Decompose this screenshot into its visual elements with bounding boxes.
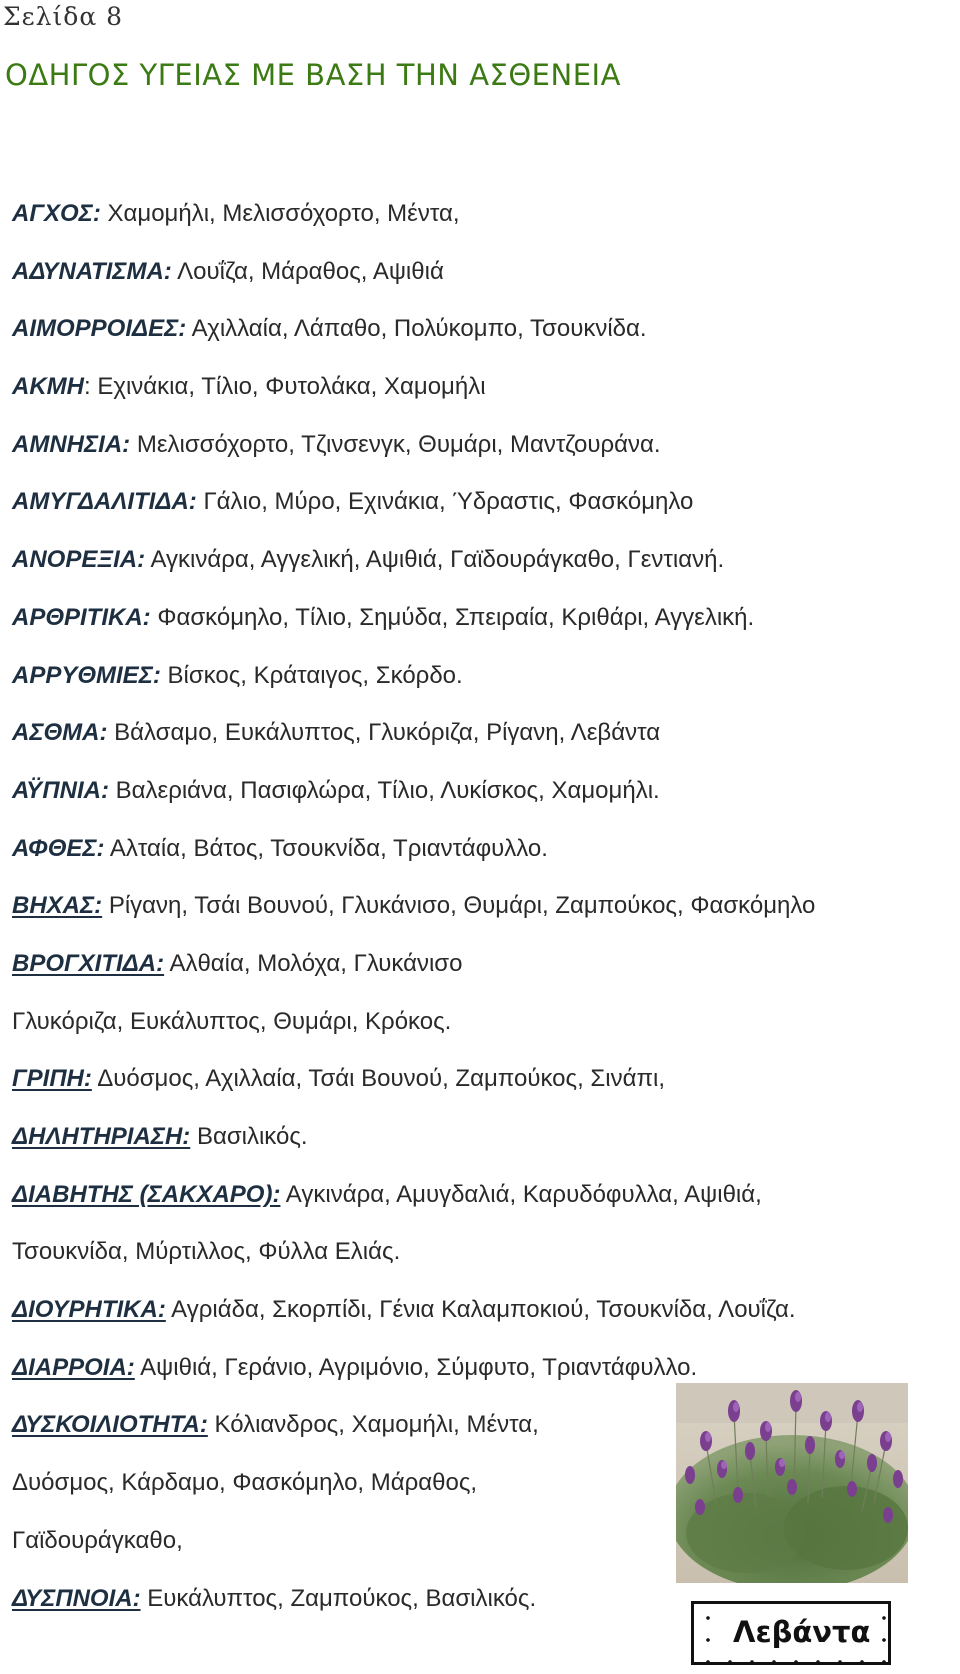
caption-text: Λεβάντα xyxy=(728,1613,875,1651)
page-title: ΟΔΗΓΟΣ ΥΓΕΙΑΣ ΜΕ ΒΑΣΗ ΤΗΝ ΑΣΘΕΝΕΙΑ xyxy=(5,58,621,92)
ailment-term: ΑΓΧΟΣ: xyxy=(12,200,101,227)
lavender-plant-image xyxy=(676,1383,908,1583)
ailment-term: ΑΦΘΕΣ: xyxy=(12,834,105,862)
ailment-term: ΑΡΘΡΙΤΙΚΑ: xyxy=(12,603,151,631)
ailment-term: ΑΚΜΗ xyxy=(12,373,84,401)
herb-list: Αλταία, Βάτος, Τσουκνίδα, Τριαντάφυλλο. xyxy=(104,834,548,862)
ailment-term: ΑΣΘΜΑ: xyxy=(12,719,108,747)
ailment-term: ΑΫΠΝΙΑ: xyxy=(12,776,109,804)
list-item xyxy=(12,300,956,358)
herb-list: Βαλεριάνα, Πασιφλώρα, Τίλιο, Λυκίσκος, Χαμομήλι. xyxy=(108,776,660,804)
list-item xyxy=(12,647,956,705)
herb-list: Δυόσμος, Αχιλλαία, Τσάι Βουνού, Ζαμπούκος, Σινάπι, xyxy=(91,1065,666,1093)
ailment-term: ΑΜΥΓΔΑΛΙΤΙΔΑ: xyxy=(12,488,197,516)
lavender-photo xyxy=(676,1383,908,1583)
ailment-term: ΑΔΥΝΑΤΙΣΜΑ: xyxy=(12,257,172,285)
herb-list: Χαμομήλι, Μελισσόχορτο, Μέντα, xyxy=(100,200,460,227)
page-number: Σελίδα 8 xyxy=(3,2,124,31)
list-item xyxy=(12,1281,956,1339)
list-item xyxy=(12,877,956,935)
list-item xyxy=(12,473,956,531)
ailment-term: ΑΜΝΗΣΙΑ: xyxy=(12,430,131,458)
ailment-term: ΑΡΡΥΘΜΙΕΣ: xyxy=(12,661,161,689)
herb-list-continued: Δυόσμος, Κάρδαμο, Φασκόμηλο, Μάραθος, xyxy=(12,1469,478,1497)
herb-list: Βάλσαμο, Ευκάλυπτος, Γλυκόριζα, Ρίγανη, Λεβάντα xyxy=(107,719,661,747)
photo-caption xyxy=(691,1601,891,1665)
list-item xyxy=(12,935,956,993)
ailment-term: ΓΡΙΠΗ: xyxy=(12,1065,92,1093)
ailment-term: ΔΙΑΒΗΤΗΣ (ΣΑΚΧΑΡΟ): xyxy=(12,1180,281,1208)
herb-list: Γάλιο, Μύρο, Εχινάκια, Ύδραστις, Φασκόμηλο xyxy=(196,488,694,516)
herb-list: Κόλιανδρος, Χαμομήλι, Μέντα, xyxy=(207,1411,539,1439)
ailment-term: ΑΙΜΟΡΡΟΙΔΕΣ: xyxy=(12,315,187,343)
list-item xyxy=(12,531,956,589)
herb-list: Βίσκος, Κράταιγος, Σκόρδο. xyxy=(160,661,463,689)
list-item xyxy=(12,1108,956,1166)
ailment-term: ΔΥΣΚΟΙΛΙΟΤΗΤΑ: xyxy=(12,1411,208,1439)
herb-list-continued: Γαϊδουράγκαθο, xyxy=(12,1526,183,1554)
list-item xyxy=(12,1166,956,1224)
herb-list-continued: Τσουκνίδα, Μύρτιλλος, Φύλλα Ελιάς. xyxy=(12,1238,401,1266)
list-item xyxy=(12,704,956,762)
herb-list: Ρίγανη, Τσάι Βουνού, Γλυκάνισο, Θυμάρι, Ζαμπούκος, Φασκόμηλο xyxy=(102,892,816,920)
herb-list: Αλθαία, Μολόχα, Γλυκάνισο xyxy=(164,949,463,977)
herb-list: Αχιλλαία, Λάπαθο, Πολύκομπο, Τσουκνίδα. xyxy=(186,315,647,343)
herb-list: Μελισσόχορτο, Τζινσενγκ, Θυμάρι, Μαντζουράνα. xyxy=(130,430,661,458)
herb-list-continued: Γλυκόριζα, Ευκάλυπτος, Θυμάρι, Κρόκος. xyxy=(12,1007,452,1035)
herb-list: : Εχινάκια, Τίλιο, Φυτολάκα, Χαμομήλι xyxy=(84,373,486,401)
ailment-term: ΔΗΛΗΤΗΡΙΑΣΗ: xyxy=(12,1123,191,1150)
herb-list: Ευκάλυπτος, Ζαμπούκος, Βασιλικός. xyxy=(140,1584,537,1612)
list-item xyxy=(12,358,956,416)
ailment-term: ΔΥΣΠΝΟΙΑ: xyxy=(12,1584,141,1612)
list-item xyxy=(12,820,956,878)
ailment-term: ΒΡΟΓΧΙΤΙΔΑ: xyxy=(12,949,165,977)
ailment-term: ΑΝΟΡΕΞΙΑ: xyxy=(12,546,146,574)
herb-list: Αγκινάρα, Αμυγδαλιά, Καρυδόφυλλα, Αψιθιά, xyxy=(280,1180,762,1208)
ailment-term: ΒΗΧΑΣ: xyxy=(12,892,103,920)
herb-list: Αψιθιά, Γεράνιο, Αγριμόνιο, Σύμφυτο, Τριαντάφυλλο. xyxy=(134,1353,698,1381)
herb-list: Φασκόμηλο, Τίλιο, Σημύδα, Σπειραία, Κριθάρι, Αγγελική. xyxy=(150,603,755,631)
herb-list: Αγκινάρα, Αγγελική, Αψιθιά, Γαϊδουράγκαθο, Γεντιανή. xyxy=(145,546,725,574)
list-item xyxy=(12,243,956,301)
ailment-term: ΔΙΑΡΡΟΙΑ: xyxy=(12,1353,135,1381)
list-item xyxy=(12,1223,956,1281)
list-item xyxy=(12,589,956,647)
list-item xyxy=(12,416,956,474)
list-item xyxy=(12,762,956,820)
list-item xyxy=(12,185,956,243)
herb-list: Λουΐζα, Μάραθος, Αψιθιά xyxy=(171,257,444,285)
herb-list: Αγριάδα, Σκορπίδι, Γένια Καλαμποκιού, Τσουκνίδα, Λουΐζα. xyxy=(165,1296,796,1324)
herb-list: Βασιλικός. xyxy=(190,1123,308,1150)
list-item xyxy=(12,993,956,1051)
list-item xyxy=(12,1050,956,1108)
ailment-term: ΔΙΟΥΡΗΤΙΚΑ: xyxy=(12,1296,166,1324)
